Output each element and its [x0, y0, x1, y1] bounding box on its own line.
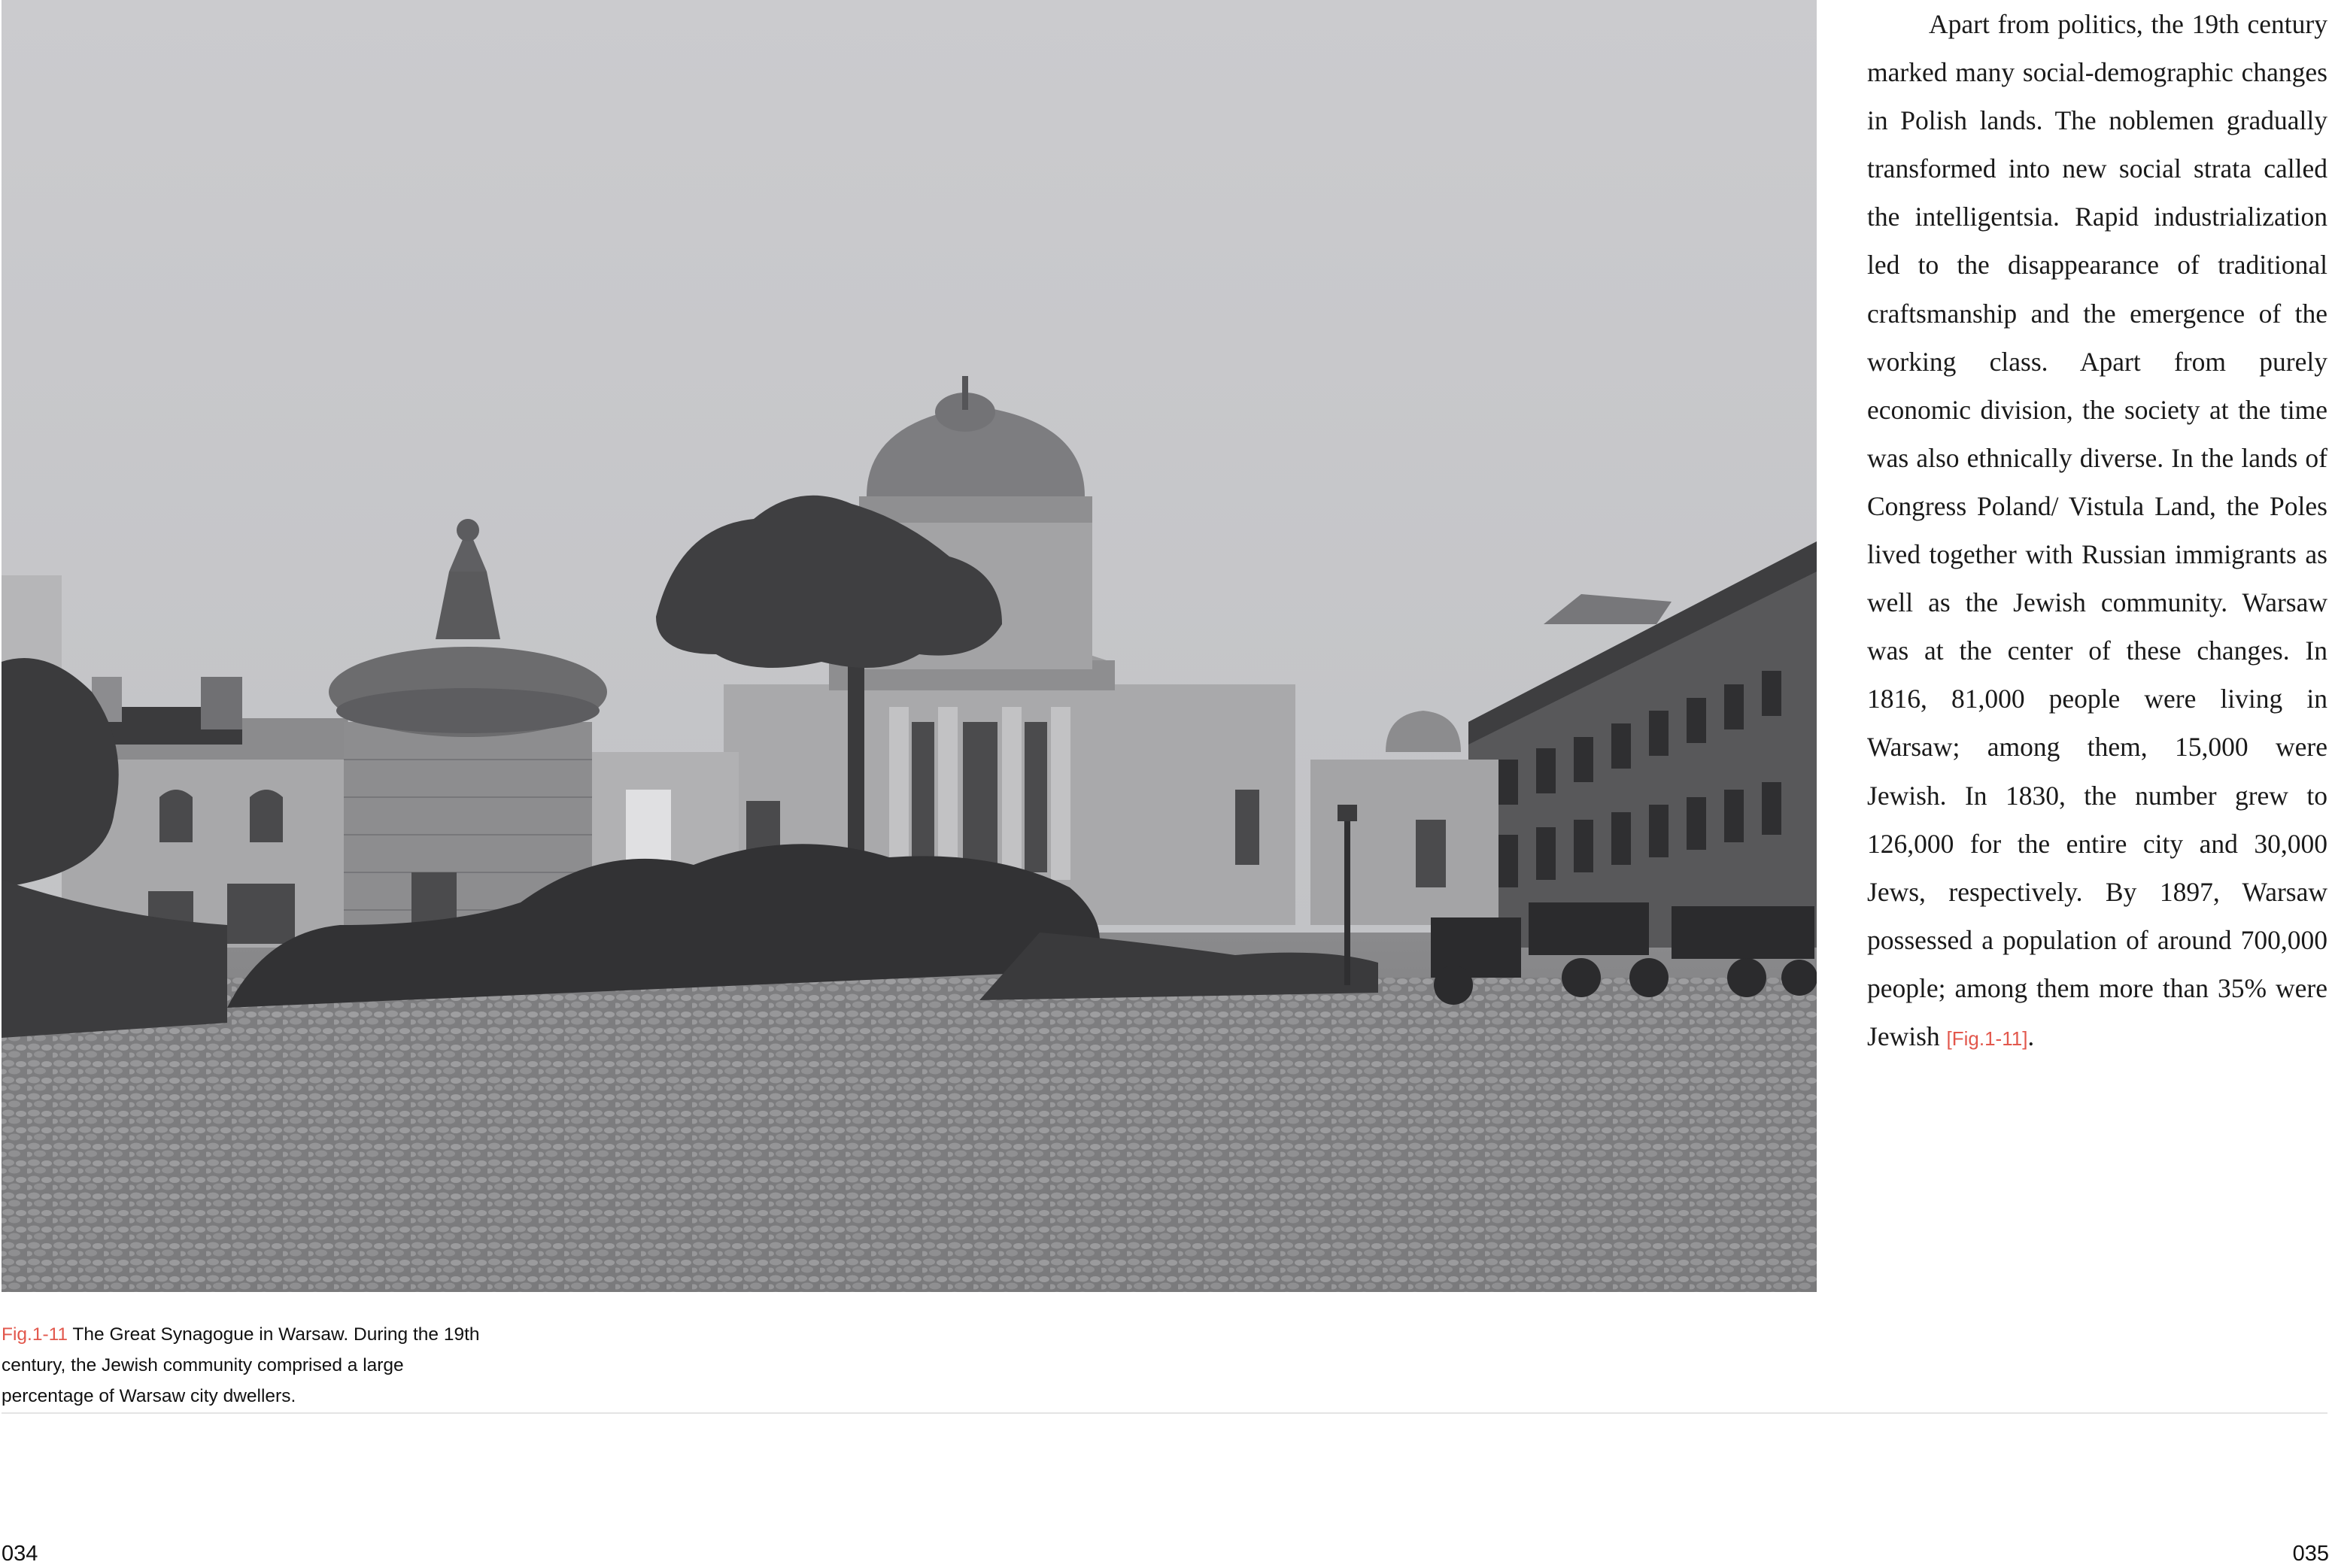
footer-divider — [2, 1412, 2327, 1414]
left-page-number: 034 — [2, 1542, 38, 1566]
figure-caption-text: The Great Synagogue in Warsaw. During the 19th century, the Jewish community comprised a large percentage of Warsaw city dwellers. — [2, 1324, 480, 1406]
body-paragraph-end: . — [2027, 1021, 2035, 1051]
photograph-illustration — [2, 0, 1817, 1292]
figure-label: Fig.1-11 — [2, 1324, 68, 1345]
body-paragraph-text: Apart from politics, the 19th century marked many social-demographic changes in Polish lands. The noblemen gradually transformed into new social strata called the intelligentsia. Rapid industrialization led to the disappearance of traditional craftsmanship and the emergence of the working class. Apart from purely economic division, the society at the time was also ethnically diverse. In the lands of Congress Poland/ Vistula Land, the Poles lived together with Russian immigrants as well as the Jewish community. Warsaw was at the center of these changes. In 1816, 81,000 people were living in Warsaw; among them, 15,000 were Jewish. In 1830, the number grew to 126,000 for the entire city and 30,000 Jews, respectively. By 1897, Warsaw possessed a population of around 700,000 people; among them more than 35% were Jewish — [1867, 9, 2327, 1051]
figure-caption — [2, 1319, 498, 1412]
synagogue-photograph — [2, 0, 1817, 1292]
right-page-number: 035 — [2292, 1542, 2329, 1566]
body-paragraph — [1867, 0, 2327, 1063]
figure-reference-link[interactable]: [Fig.1-11] — [1946, 1027, 2028, 1050]
